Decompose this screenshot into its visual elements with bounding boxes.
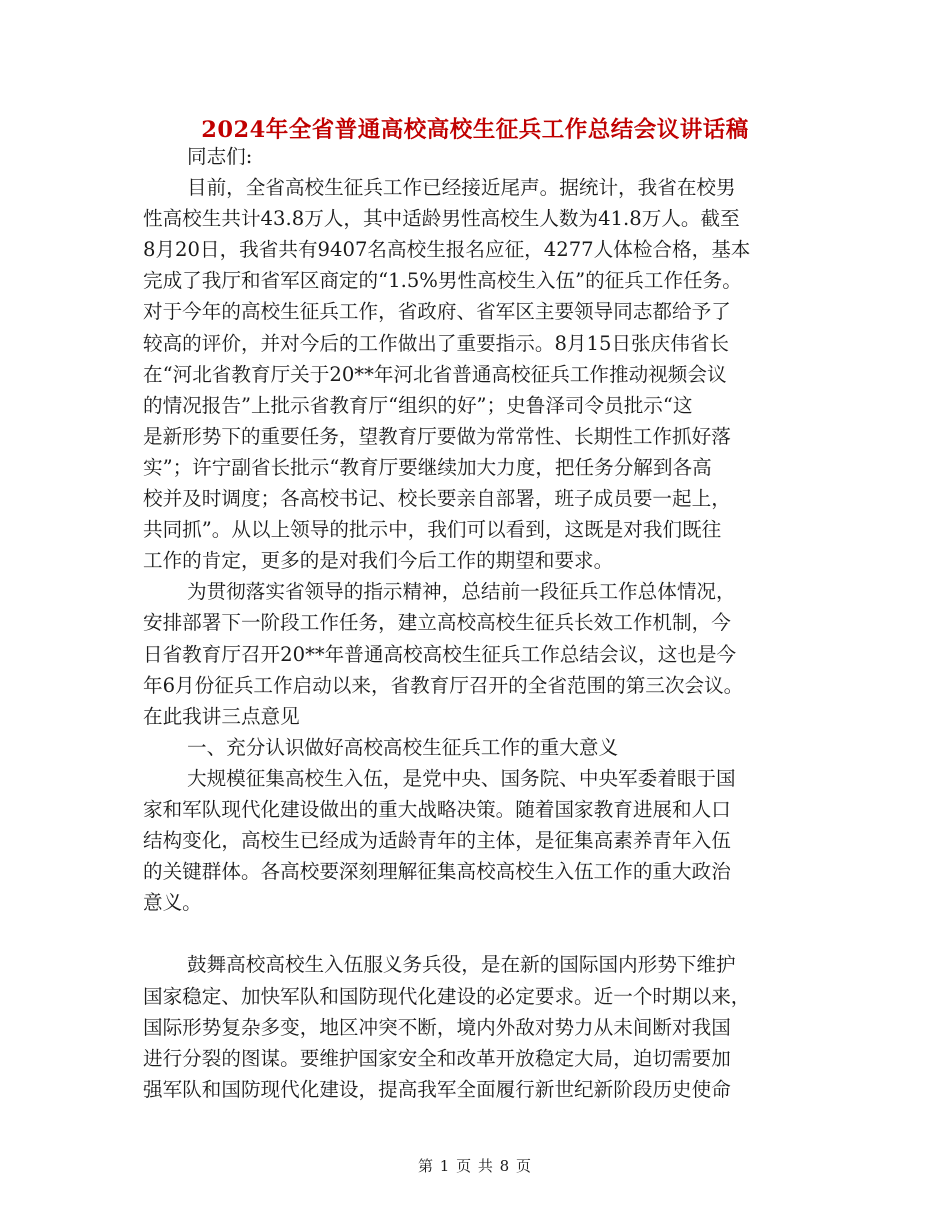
body-line: 较高的评价，并对今后的工作做出了重要指示。8月15日张庆伟省长	[143, 331, 730, 355]
body-line: 共同抓”。从以上领导的批示中，我们可以看到，这既是对我们既往	[143, 518, 722, 542]
body-line: 安排部署下一阶段工作任务，建立高校高校生征兵长效工作机制，今	[143, 611, 731, 635]
body-line: 在此我讲三点意见	[143, 704, 300, 728]
body-line: 的情况报告”上批示省教育厅“组织的好”；史鲁泽司令员批示“这	[143, 393, 693, 417]
body-line: 年6月份征兵工作启动以来，省教育厅召开的全省范围的第三次会议。	[143, 673, 744, 697]
body-line: 大规模征集高校生入伍，是党中央、国务院、中央军委着眼于国	[187, 766, 736, 790]
body-line: 是新形势下的重要任务，望教育厅要做为常常性、长期性工作抓好落	[143, 424, 731, 448]
body-line: 强军队和国防现代化建设，提高我军全面履行新世纪新阶段历史使命	[143, 1077, 731, 1101]
body-line: 为贯彻落实省领导的指示精神，总结前一段征兵工作总体情况，	[187, 580, 736, 604]
body-line: 在“河北省教育厅关于20**年河北省普通高校征兵工作推动视频会议	[143, 362, 727, 386]
body-line: 性高校生共计43.8万人，其中适龄男性高校生人数为41.8万人。截至	[143, 207, 740, 231]
body-line: 完成了我厅和省军区商定的“1.5%男性高校生入伍”的征兵工作任务。	[143, 269, 742, 293]
body-line	[143, 918, 808, 949]
document-body	[143, 141, 808, 1105]
body-line: 同志们:	[187, 145, 253, 168]
body-line: 鼓舞高校高校生入伍服义务兵役，是在新的国际国内形势下维护	[187, 953, 736, 977]
body-line: 8月20日，我省共有9407名高校生报名应征，4277人体检合格，基本	[143, 238, 751, 262]
body-line: 日省教育厅召开20**年普通高校高校生征兵工作总结会议，这也是今	[143, 642, 737, 666]
body-line: 的关键群体。各高校要深刻理解征集高校高校生入伍工作的重大政治	[143, 860, 731, 884]
body-line: 对于今年的高校生征兵工作，省政府、省军区主要领导同志都给予了	[143, 300, 731, 324]
body-line: 意义。	[143, 891, 202, 915]
body-line: 家和军队现代化建设做出的重大战略决策。随着国家教育进展和人口	[143, 797, 731, 821]
body-line: 国际形势复杂多变，地区冲突不断，境内外敌对势力从未间断对我国	[143, 1015, 731, 1039]
page-footer: 第 1 页 共 8 页	[418, 1157, 532, 1175]
body-line: 实”；许宁副省长批示“教育厅要继续加大力度，把任务分解到各高	[143, 455, 712, 479]
body-line: 一、充分认识做好高校高校生征兵工作的重大意义	[187, 735, 619, 759]
body-line: 进行分裂的图谋。要维护国家安全和改革开放稳定大局，迫切需要加	[143, 1046, 731, 1070]
body-line: 国家稳定、加快军队和国防现代化建设的必定要求。近一个时期以来，	[143, 984, 751, 1008]
document-title: 2024年全省普通高校高校生征兵工作总结会议讲话稿	[201, 117, 749, 143]
body-line: 工作的肯定，更多的是对我们今后工作的期望和要求。	[143, 549, 614, 573]
body-line: 结构变化，高校生已经成为适龄青年的主体，是征集高素养青年入伍	[143, 829, 731, 853]
body-line: 目前，全省高校生征兵工作已经接近尾声。据统计，我省在校男	[187, 176, 736, 200]
body-line: 校并及时调度；各高校书记、校长要亲自部署，班子成员要一起上，	[143, 487, 731, 511]
